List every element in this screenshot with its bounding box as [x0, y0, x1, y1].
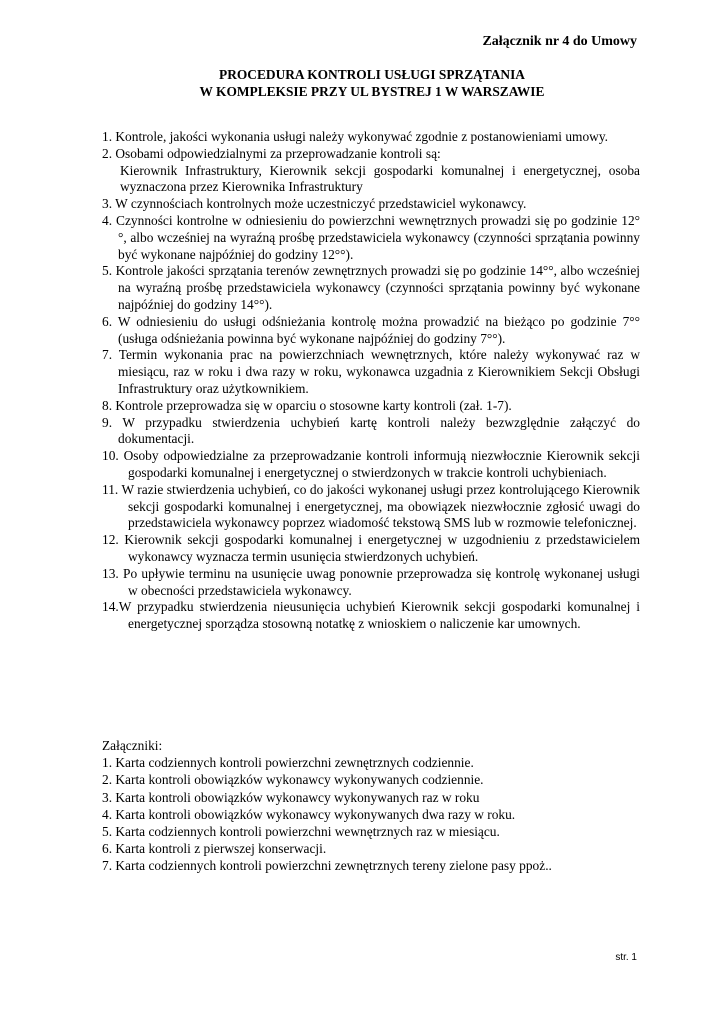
attachment-item-6: 6. Karta kontroli z pierwszej konserwacji. — [102, 841, 327, 857]
procedure-item-1: 1. Kontrole, jakości wykonania usługi należy wykonywać zgodnie z postanowieniami umowy. — [102, 129, 608, 144]
procedure-item-2 — [102, 146, 640, 196]
attachments-heading: Załączniki: — [102, 738, 163, 753]
procedure-item-7: 7. Termin wykonania prac na powierzchniach wewnętrznych, które należy wykonywać raz w miesiącu, raz w roku i dwa razy w roku, wykonawca uzgadnia z Kierownikiem Sekcji Obsługi Infrastruktury oraz użytkownikiem. — [102, 347, 640, 396]
procedure-item-2-text: 2. Osobami odpowiedzialnymi za przeprowadzanie kontroli są: — [102, 145, 441, 161]
procedure-item-4: 4. Czynności kontrolne w odniesieniu do powierzchni wewnętrznych prowadzi się po godzinie 12°°, albo wcześniej na wyraźną prośbę przedstawiciela wykonawcy (czynności sprzątania powinny być wykonane najpóźniej do godziny 12°°). — [102, 212, 640, 262]
procedure-item-13: 13. Po upływie terminu na usunięcie uwag ponownie przeprowadza się kontrolę wykonanej usługi w obecności przedstawiciela wykonawcy. — [102, 565, 640, 598]
procedure-item-11: 11. W razie stwierdzenia uchybień, co do jakości wykonanej usługi przez kontrolującego Kierownik sekcji gospodarki komunalnej i energetycznej, ma obowiązek niezwłocznie zgłosić uwagi do przedstawiciela wykonawcy poprzez wiadomość tekstową SMS lub w rozmowie telefonicznej. — [102, 481, 640, 531]
attachment-item-7: 7. Karta codziennych kontroli powierzchni zewnętrznych tereny zielone pasy ppoż.. — [102, 858, 552, 874]
title-line-2: W KOMPLEKSIE PRZY UL BYSTREJ 1 W WARSZAWIE — [199, 84, 545, 99]
title-line-1: PROCEDURA KONTROLI USŁUGI SPRZĄTANIA — [219, 67, 525, 82]
document-title — [102, 66, 642, 100]
procedure-item-3: 3. W czynnościach kontrolnych może uczestniczyć przedstawiciel wykonawcy. — [102, 196, 527, 212]
procedure-item-14: 14.W przypadku stwierdzenia nieusunięcia uchybień Kierownik sekcji gospodarki komunalnej i energetycznej sporządza stosowną notatkę z wnioskiem o naliczenie kar umownych. — [102, 599, 640, 632]
attachment-item-5: 5. Karta codziennych kontroli powierzchni wewnętrznych raz w miesiącu. — [102, 824, 500, 840]
procedure-item-10: 10. Osoby odpowiedzialne za przeprowadzanie kontroli informują niezwłocznie Kierownik sekcji gospodarki komunalnej i energetycznej o stwierdzonych w trakcie kontroli uchybieniach. — [102, 448, 640, 480]
attachment-item-4: 4. Karta kontroli obowiązków wykonawcy wykonywanych dwa razy w roku. — [102, 806, 516, 822]
procedure-item-6: 6. W odniesieniu do usługi odśnieżania kontrolę można prowadzić na bieżąco po godzinie 7°° (usługa odśnieżania powinna być wykonane najpóźniej do godziny 7°°). — [102, 313, 640, 346]
page-number: str. 1 — [615, 952, 637, 963]
procedure-item-2-persons: Kierownik Infrastruktury, Kierownik sekcji gospodarki komunalnej i energetycznej, osoba wyznaczona przez Kierownika Infrastruktury — [120, 162, 640, 195]
attachment-item-2: 2. Karta kontroli obowiązków wykonawcy wykonywanych codziennie. — [102, 772, 484, 788]
procedure-item-12: 12. Kierownik sekcji gospodarki komunalnej i energetycznej w uzgodnieniu z przedstawicielem wykonawcy wyznacza termin usunięcia stwierdzonych uchybień. — [102, 532, 640, 564]
attachment-item-3: 3. Karta kontroli obowiązków wykonawcy wykonywanych raz w roku — [102, 789, 480, 805]
procedure-list — [102, 129, 640, 633]
procedure-item-9: 9. W przypadku stwierdzenia uchybień kartę kontroli należy bezwzględnie załączyć do dokumentacji. — [102, 414, 640, 447]
procedure-item-8: 8. Kontrole przeprowadza się w oparciu o stosowne karty kontroli (zał. 1-7). — [102, 397, 512, 413]
attachment-item-1: 1. Karta codziennych kontroli powierzchni zewnętrznych codziennie. — [102, 755, 474, 771]
procedure-item-5: 5. Kontrole jakości sprzątania terenów zewnętrznych prowadzi się po godzinie 14°°, albo wcześniej na wyraźną prośbę przedstawiciela wykonawcy (czynności sprzątania powinny być wykonane najpóźniej do godziny 14°°). — [102, 263, 640, 312]
attachments-section — [102, 737, 640, 875]
annex-reference: Załącznik nr 4 do Umowy — [482, 34, 637, 49]
